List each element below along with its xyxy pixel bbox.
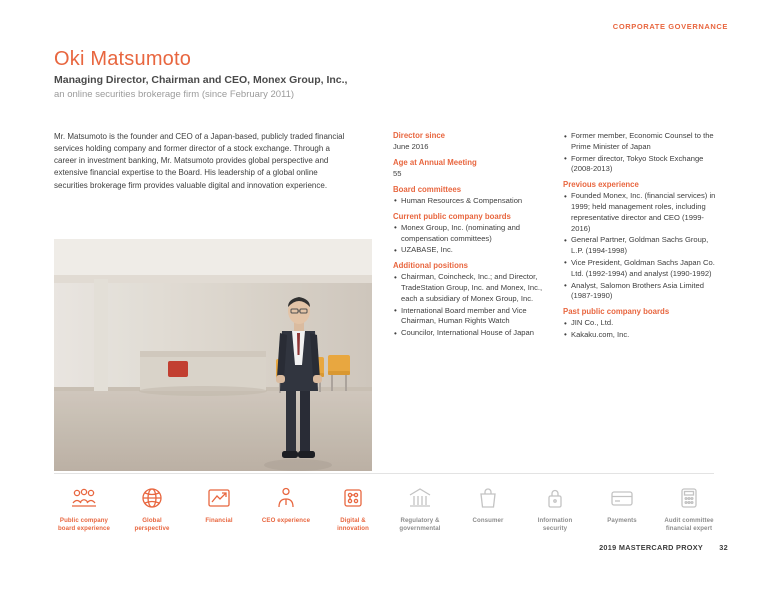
- board-committees-list: [393, 196, 549, 207]
- past-boards-heading: Past public company boards: [563, 307, 670, 317]
- page-title: Oki Matsumoto: [54, 48, 192, 70]
- profile-firm: an online securities brokerage firm (since February 2011): [54, 89, 295, 101]
- footer: [599, 543, 728, 552]
- previous-experience-list: [563, 191, 719, 302]
- current-boards-heading: Current public company boards: [393, 211, 511, 221]
- list-item: • Councilor, International House of Japan: [393, 328, 549, 339]
- profile-header: [54, 48, 554, 101]
- footer-document-title: 2019 MASTERCARD PROXY: [599, 543, 703, 552]
- current-boards-list: [393, 223, 549, 256]
- profile-photo: [54, 239, 372, 471]
- list-item: • Vice President, Goldman Sachs Japan Co. Ltd. (1992-1994) and analyst (1990-1992): [563, 258, 719, 280]
- previous-experience-heading: Previous experience: [563, 180, 639, 190]
- skill-label: Audit committee financial expert: [664, 517, 714, 532]
- skills-icon-strip: [0, 477, 768, 539]
- skill-label: Global perspective: [134, 517, 170, 532]
- list-item: • UZABASE, Inc.: [393, 245, 549, 256]
- skill-label: CEO experience: [261, 517, 311, 524]
- skill-label: Financial: [205, 517, 233, 524]
- age-value: 55: [393, 169, 402, 179]
- skill-label: Payments: [607, 517, 637, 524]
- footer-divider: [54, 473, 714, 474]
- list-item: • Kakaku.com, Inc.: [563, 330, 719, 341]
- list-item: • Former director, Tokyo Stock Exchange (2008-2013): [563, 154, 719, 176]
- director-details-column: [393, 131, 549, 340]
- director-since-value: June 2016: [393, 142, 429, 152]
- skill-label: Consumer: [472, 517, 504, 524]
- profile-role: Managing Director, Chairman and CEO, Monex Group, Inc.,: [54, 74, 348, 86]
- past-boards-list: [563, 318, 719, 341]
- list-item: • Former member, Economic Counsel to the Prime Minister of Japan: [563, 131, 719, 153]
- skill-audit-committee-financial-expert: [641, 485, 737, 533]
- skill-label: Regulatory & governmental: [399, 517, 441, 532]
- board-committees-heading: Board committees: [393, 184, 462, 194]
- skill-label: Public company board experience: [57, 517, 111, 532]
- skill-label: Digital & innovation: [337, 517, 369, 532]
- skill-label: Information security: [537, 517, 573, 532]
- age-heading: Age at Annual Meeting: [393, 157, 477, 167]
- list-item: • Chairman, Coincheck, Inc.; and Director, TradeStation Group, Inc. and Monex, Inc., each a subsidiary of Monex Group, Inc.: [393, 272, 549, 304]
- page-number: 32: [719, 543, 728, 552]
- section-label: CORPORATE GOVERNANCE: [612, 22, 728, 31]
- director-details-column-continued: [563, 131, 719, 342]
- list-item: • Human Resources & Compensation: [393, 196, 549, 207]
- list-item: • General Partner, Goldman Sachs Group, L.P. (1994-1998): [563, 235, 719, 257]
- list-item: • Analyst, Salomon Brothers Asia Limited (1987-1990): [563, 281, 719, 303]
- profile-bio: Mr. Matsumoto is the founder and CEO of a Japan-based, publicly traded financial services holding company and former director of a stock exchange. Through a career in investment banking, Mr. Matsumoto provides global perspective and extensive financial expertise to the Board. His leadership of a global online securities brokerage firm provides valuable digital and innovation experience.: [54, 132, 345, 190]
- calculator-icon: [641, 485, 737, 511]
- list-item: • JIN Co., Ltd.: [563, 318, 719, 329]
- list-item: • Founded Monex, Inc. (financial services) in 1999; held management roles, including representative director and CEO (1999-2016): [563, 191, 719, 234]
- list-item: • International Board member and Vice Chairman, Human Rights Watch: [393, 306, 549, 328]
- photo-illustration: [54, 239, 372, 471]
- additional-positions-heading: Additional positions: [393, 261, 468, 271]
- list-item: • Monex Group, Inc. (nominating and compensation committees): [393, 223, 549, 245]
- director-since-heading: Director since: [393, 131, 446, 140]
- additional-positions-continued-list: [563, 131, 719, 175]
- additional-positions-list: [393, 272, 549, 339]
